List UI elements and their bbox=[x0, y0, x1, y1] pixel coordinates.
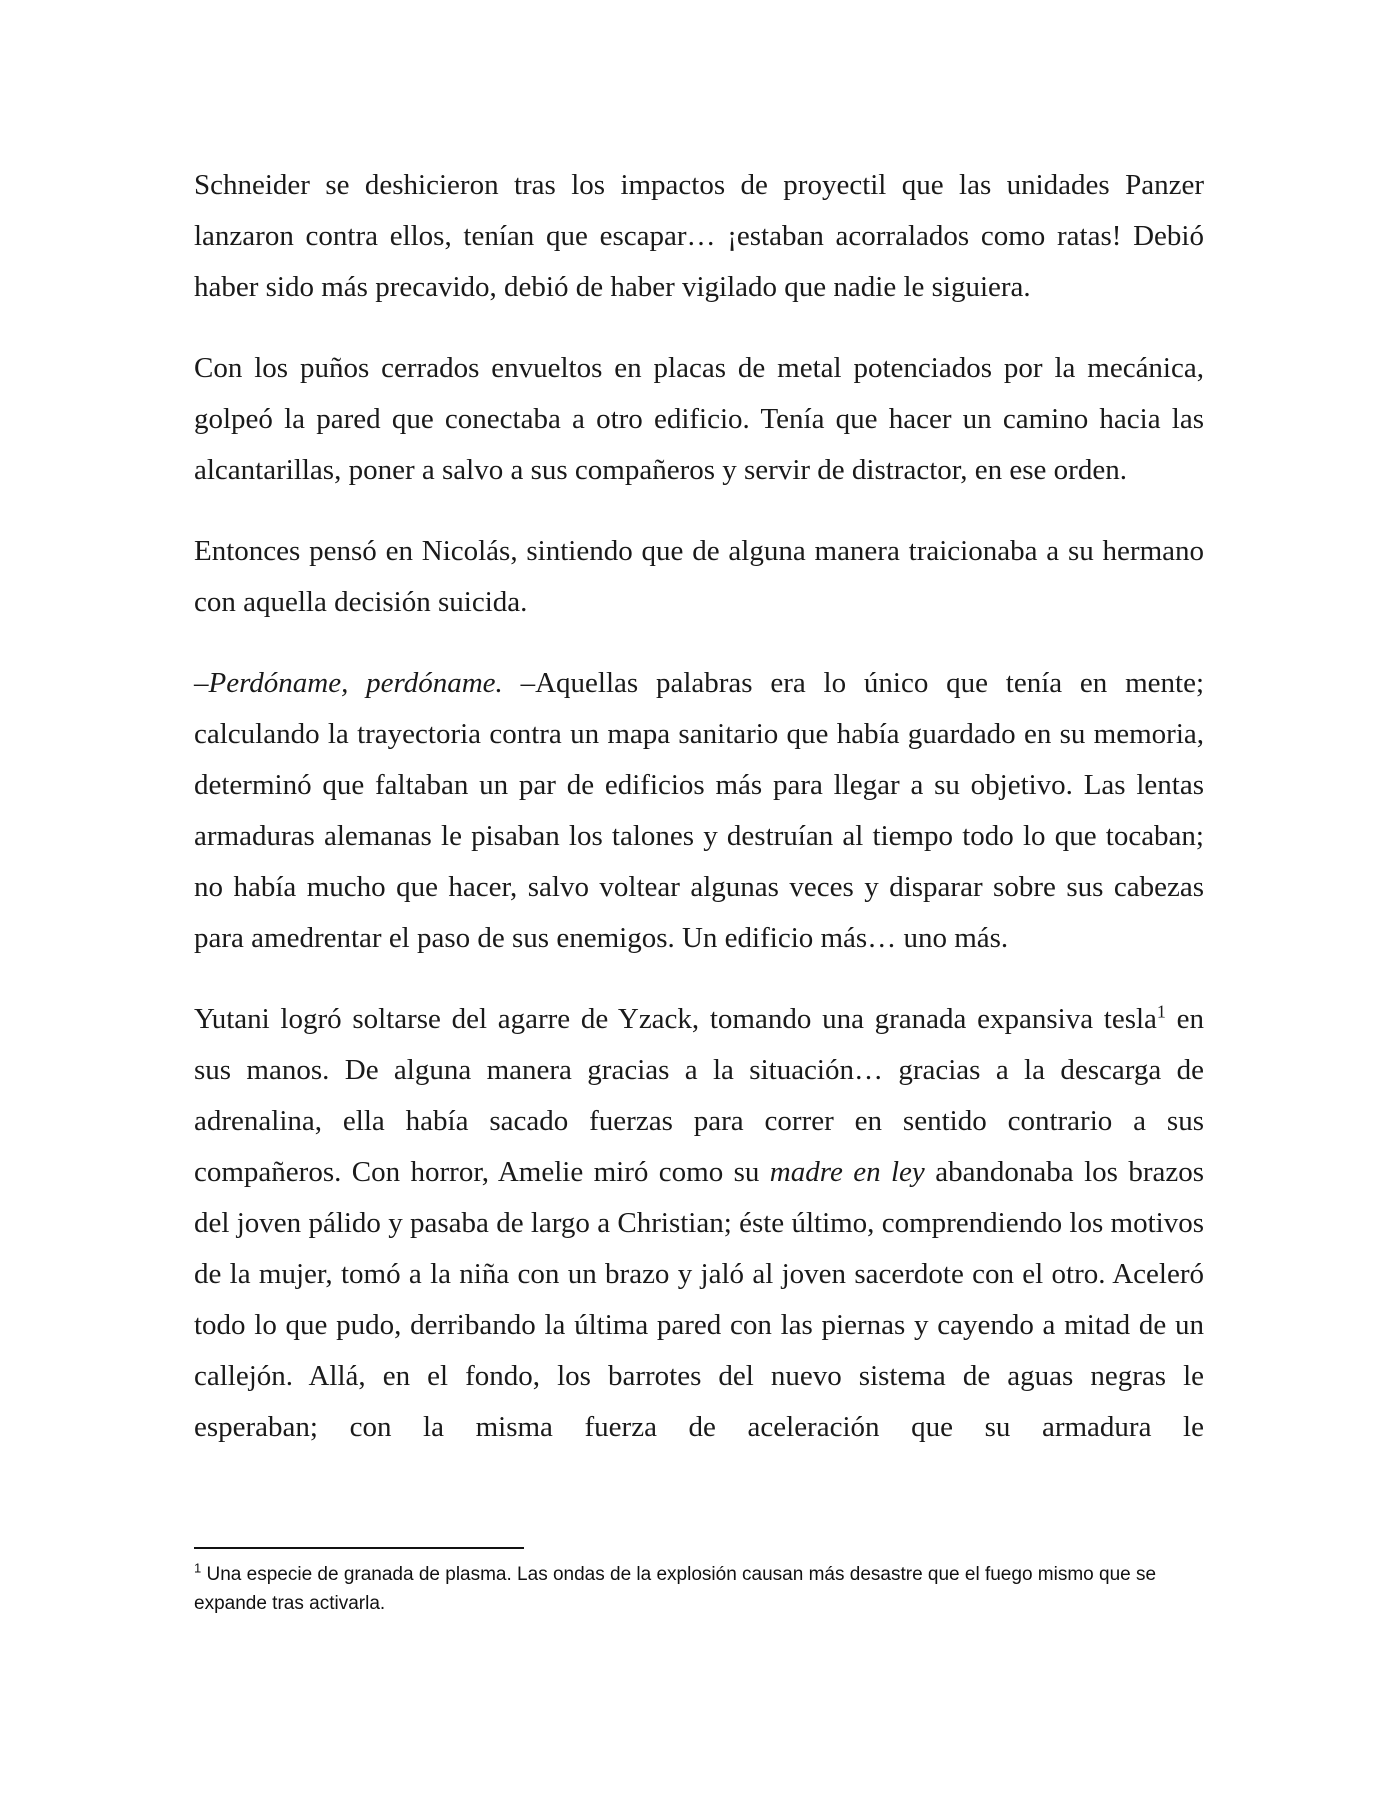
body-text bbox=[194, 160, 1204, 1453]
dialogue-italic: Perdóname, perdóname. bbox=[208, 667, 503, 699]
dialogue-dash-open: – bbox=[194, 667, 209, 699]
paragraph-2: Con los puños cerrados envueltos en placas de metal potenciados por la mecánica, golpeó la pared que conectaba a otro edificio. Tenía que hacer un camino hacia las alcantarillas, poner a salvo a sus compañeros y servir de distractor, en ese orden. bbox=[194, 352, 1204, 486]
footnote-separator bbox=[194, 1547, 524, 1549]
paragraph-5-part3: abandonaba los brazos del joven pálido y pasaba de largo a Christian; éste último, comprendiendo los motivos de la mujer, tomó a la niña con un brazo y jaló al joven sacerdote con el otro. Aceleró todo lo que pudo, derribando la última pared con las piernas y cayendo a mitad de un callejón. Allá, en el fondo, los barrotes del nuevo sistema de aguas negras le esperaban; con la misma fuerza de aceleración que su armadura le bbox=[194, 1156, 1205, 1443]
paragraph-5 bbox=[194, 994, 1204, 1453]
paragraph-5-italic: madre en ley bbox=[769, 1156, 925, 1188]
paragraph-5-part1: Yutani logró soltarse del agarre de Yzack, tomando una granada expansiva tesla bbox=[194, 1003, 1157, 1035]
paragraph-3-text: Entonces pensó en Nicolás, sintiendo que de alguna manera traicionaba a su hermano con aquella decisión suicida. bbox=[194, 535, 1204, 618]
footnote bbox=[194, 1560, 1204, 1618]
footnote-text: Una especie de granada de plasma. Las ondas de la explosión causan más desastre que el fuego mismo que se expande tras activarla. bbox=[194, 1564, 1157, 1614]
footnote-reference: 1 bbox=[1156, 1001, 1166, 1022]
paragraph-5-part2: en sus manos. De alguna manera gracias a la situación… gracias a la descarga de adrenalina, ella había sacado fuerzas para correr en sentido contrario a sus compañeros. Con horror, Amelie miró como su bbox=[194, 1003, 1204, 1188]
paragraph-3 bbox=[194, 526, 1204, 628]
paragraph-1: Schneider se deshicieron tras los impactos de proyectil que las unidades Panzer lanzaron contra ellos, tenían que escapar… ¡estaban acorralados como ratas! Debió haber sido más precavido, debió de haber vigilado que nadie le siguiera. bbox=[194, 169, 1204, 303]
paragraph-4-rest: Aquellas palabras era lo único que tenía en mente; calculando la trayectoria contra un mapa sanitario que había guardado en su memoria, determinó que faltaban un par de edificios más para llegar a su objetivo. Las lentas armaduras alemanas le pisaban los talones y destruían al tiempo todo lo que tocaban; no había mucho que hacer, salvo voltear algunas veces y disparar sobre sus cabezas para amedrentar el paso de sus enemigos. Un edificio más… uno más. bbox=[194, 667, 1204, 954]
footnote-number: 1 bbox=[194, 1560, 202, 1576]
dialogue-dash-close: – bbox=[502, 667, 536, 699]
paragraph-4 bbox=[194, 658, 1204, 964]
